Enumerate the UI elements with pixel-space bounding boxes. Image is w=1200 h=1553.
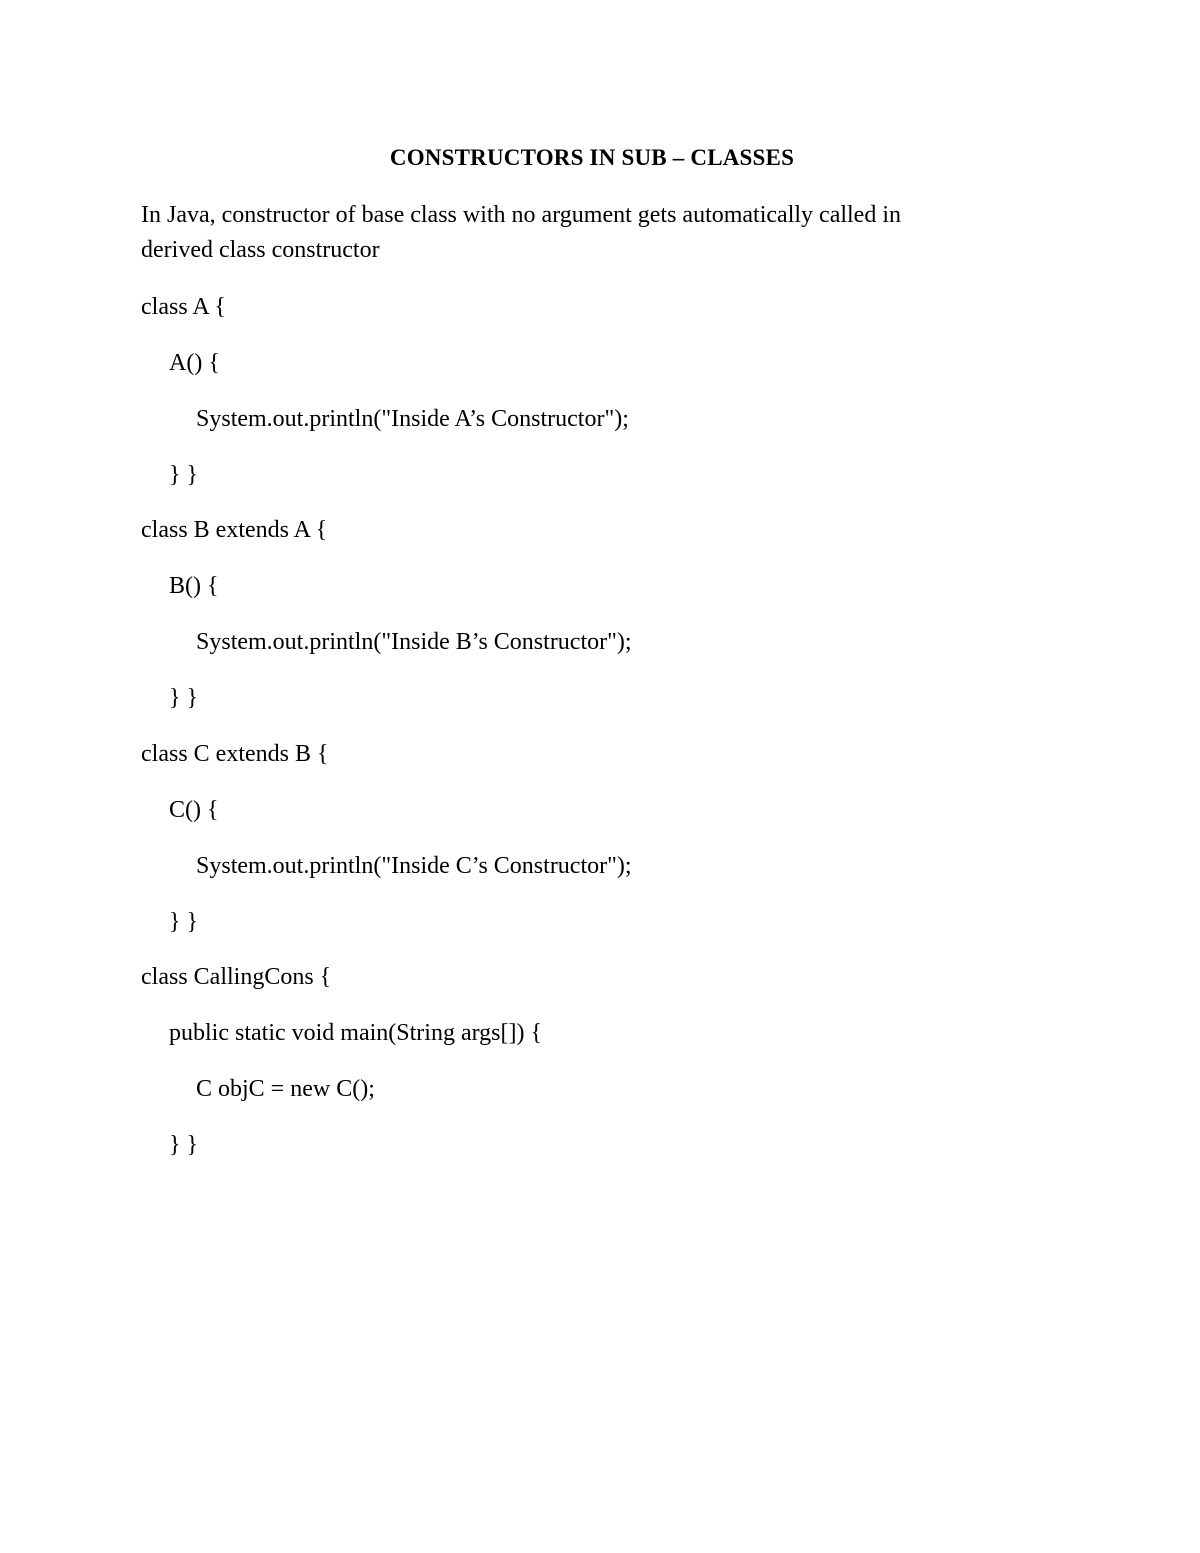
intro-line: In Java, constructor of base class with no argument gets automatically called in — [141, 202, 901, 228]
code-line: class A { — [141, 294, 226, 320]
code-line: class C extends B { — [141, 741, 329, 767]
code-line: } } — [169, 1132, 199, 1158]
code-line: System.out.println("Inside A’s Constructor"); — [196, 406, 629, 432]
code-line: A() { — [169, 350, 220, 376]
code-line: System.out.println("Inside B’s Constructor"); — [196, 629, 632, 655]
code-line: } } — [169, 909, 199, 935]
code-line: System.out.println("Inside C’s Constructor"); — [196, 853, 632, 879]
code-line: B() { — [169, 573, 219, 599]
code-line: C() { — [169, 797, 219, 823]
code-line: } } — [169, 685, 199, 711]
code-line: class CallingCons { — [141, 964, 332, 990]
code-line: C objC = new C(); — [196, 1076, 375, 1102]
page-title: CONSTRUCTORS IN SUB – CLASSES — [389, 145, 795, 170]
intro-line: derived class constructor — [141, 237, 380, 263]
code-line: class B extends A { — [141, 517, 328, 543]
intro-paragraph — [141, 198, 1041, 268]
code-line: public static void main(String args[]) { — [169, 1020, 543, 1046]
code-line: } } — [169, 462, 199, 488]
